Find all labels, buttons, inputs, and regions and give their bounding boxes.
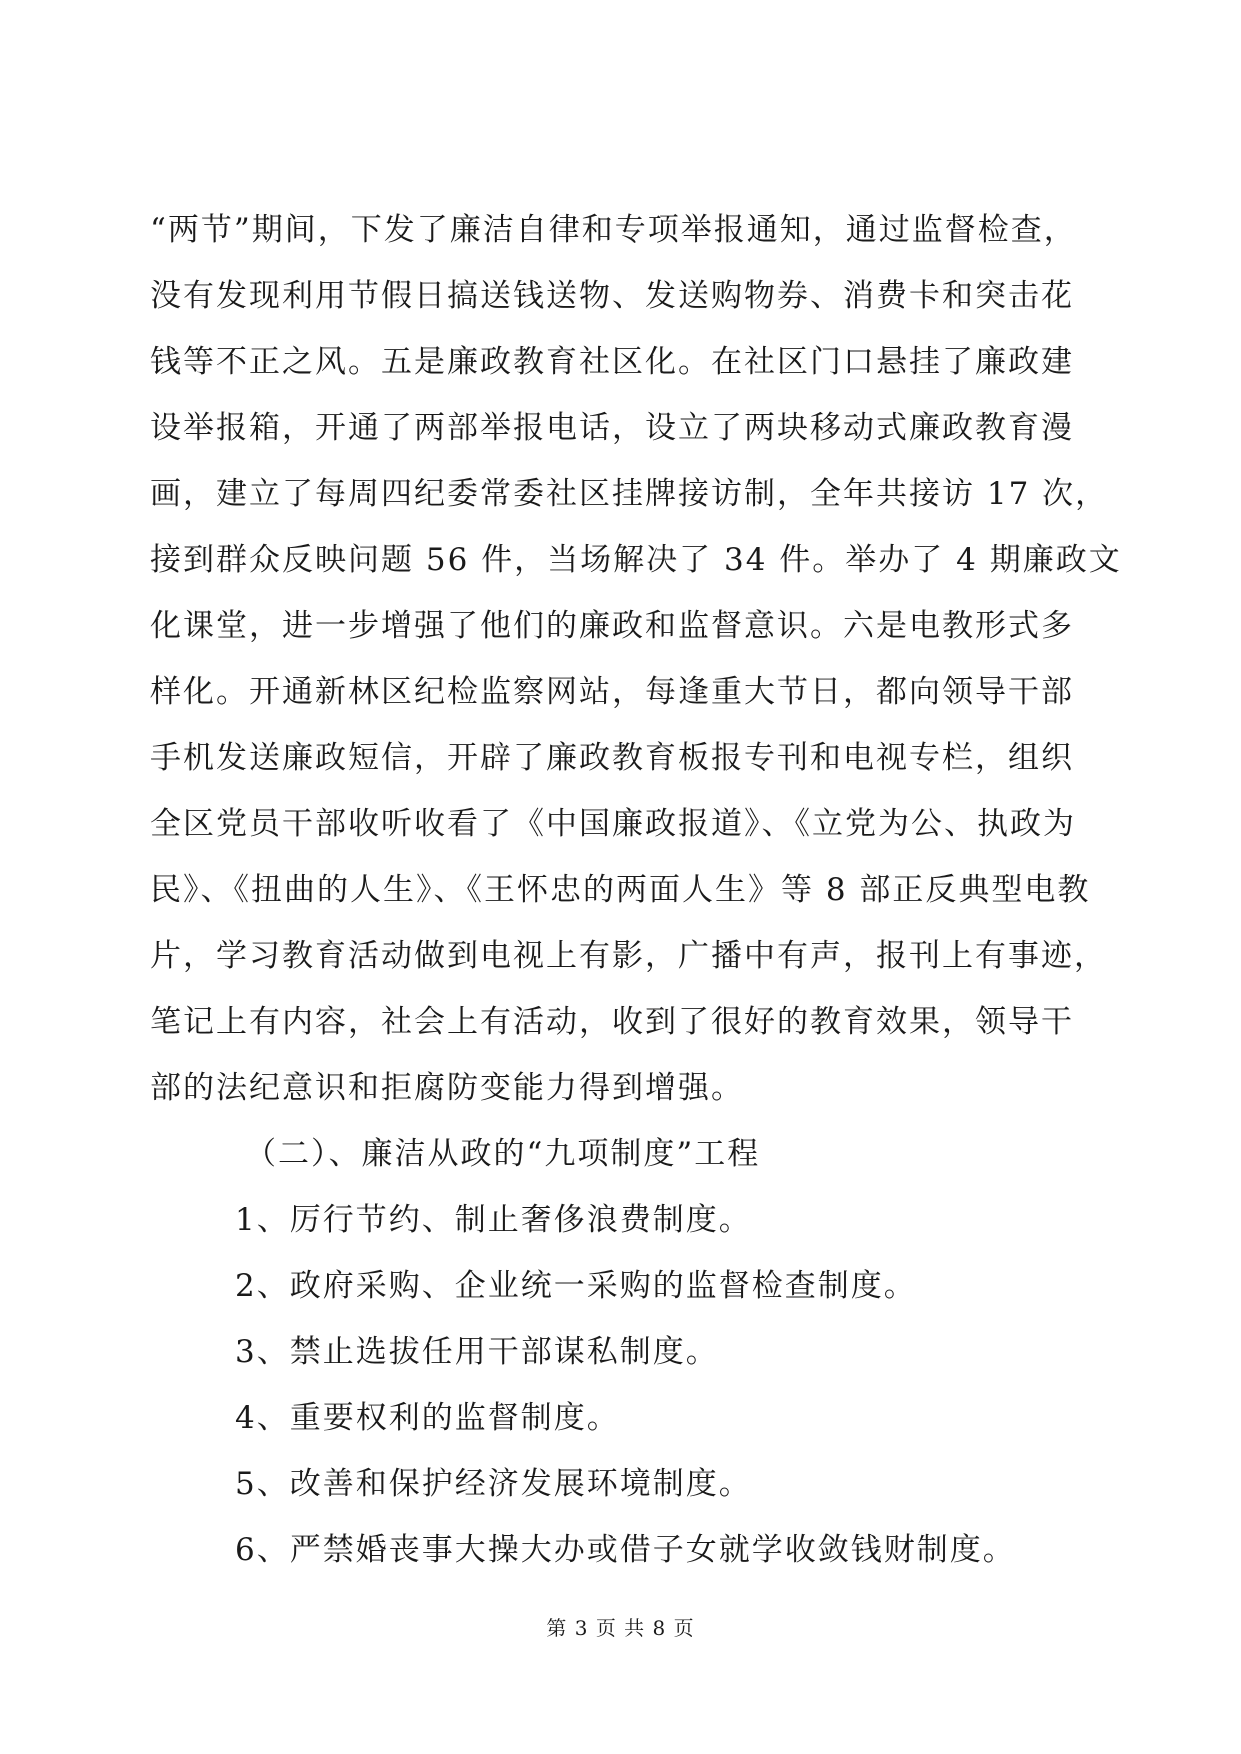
paragraph-line: 民》、《扭曲的人生》、《王怀忠的两面人生》等 8 部正反典型电教: [150, 872, 1091, 908]
page-footer: [0, 1612, 1241, 1641]
list-item: 4、重要权利的监督制度。: [235, 1400, 620, 1436]
list-item: 3、禁止选拔任用干部谋私制度。: [235, 1334, 719, 1370]
list-item: 5、改善和保护经济发展环境制度。: [235, 1466, 752, 1502]
paragraph-line: 接到群众反映问题 56 件，当场解决了 34 件。举办了 4 期廉政文: [150, 542, 1122, 578]
paragraph-line: 钱等不正之风。五是廉政教育社区化。在社区门口悬挂了廉政建: [150, 344, 1074, 380]
paragraph-line: 设举报箱，开通了两部举报电话，设立了两块移动式廉政教育漫: [150, 410, 1074, 446]
list-item: 6、严禁婚丧事大操大办或借子女就学收敛钱财制度。: [235, 1532, 1016, 1568]
paragraph-line: 笔记上有内容，社会上有活动，收到了很好的教育效果，领导干: [150, 1004, 1074, 1040]
paragraph-line: 样化。开通新林区纪检监察网站，每逢重大节日，都向领导干部: [150, 674, 1074, 710]
paragraph-line: 画，建立了每周四纪委常委社区挂牌接访制，全年共接访 17 次，: [150, 476, 1109, 512]
list-item: 2、政府采购、企业统一采购的监督检查制度。: [235, 1268, 917, 1304]
paragraph-line: 化课堂，进一步增强了他们的廉政和监督意识。六是电教形式多: [150, 608, 1074, 644]
document-body: [150, 205, 1122, 1591]
list-item: 1、厉行节约、制止奢侈浪费制度。: [235, 1202, 752, 1238]
paragraph-line: 全区党员干部收听收看了《中国廉政报道》、《立党为公、执政为: [150, 806, 1076, 842]
section-heading: （二）、廉洁从政的“九项制度”工程: [245, 1136, 761, 1172]
page-number-label: 第 3 页 共 8 页: [546, 1616, 695, 1640]
paragraph-line: 片，学习教育活动做到电视上有影，广播中有声，报刊上有事迹，: [150, 938, 1107, 974]
paragraph-line: 没有发现利用节假日搞送钱送物、发送购物券、消费卡和突击花: [150, 278, 1074, 314]
paragraph-line: 手机发送廉政短信，开辟了廉政教育板报专刊和电视专栏，组织: [150, 740, 1074, 776]
paragraph-line: 部的法纪意识和拒腐防变能力得到增强。: [150, 1070, 744, 1106]
paragraph-line: “两节”期间，下发了廉洁自律和专项举报通知，通过监督检查，: [150, 212, 1077, 248]
